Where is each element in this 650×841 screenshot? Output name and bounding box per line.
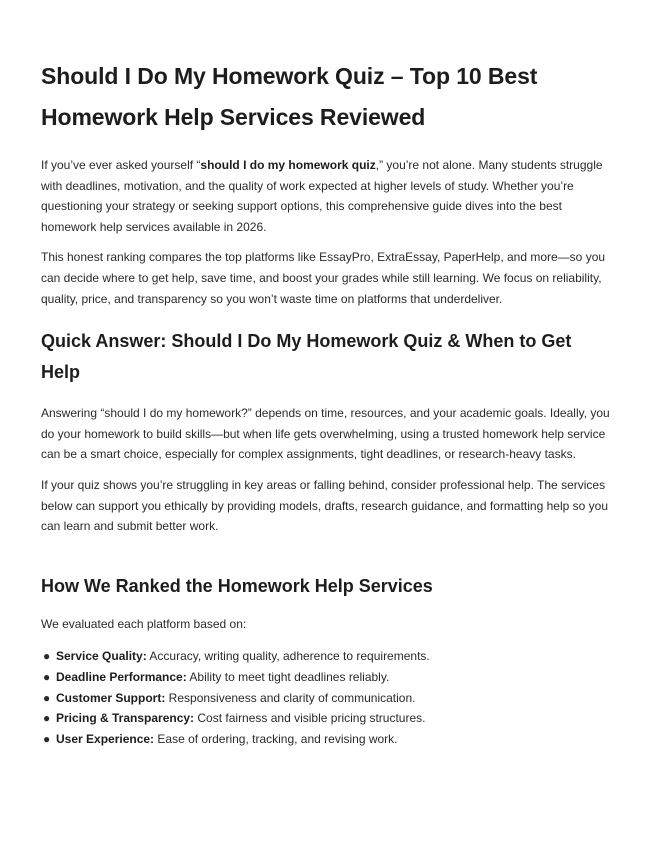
criteria-label: Customer Support: bbox=[56, 690, 166, 705]
section-heading-quick-answer-line-1: Quick Answer: Should I Do My Homework Quiz & When to Get bbox=[41, 331, 572, 352]
intro-text-after: ,” you’re not alone. Many students struggle with deadlines, motivation, and the quality of work expected at higher levels of study. Whether you’re questioning your strategy or seeking support options, this comprehensive guide dives into the best homework help services available in 2026. bbox=[41, 158, 603, 234]
ranking-intro: We evaluated each platform based on: bbox=[41, 616, 247, 631]
page-title-line-2: Homework Help Services Reviewed bbox=[41, 104, 426, 130]
list-item bbox=[43, 708, 614, 729]
bullet-icon: ● bbox=[43, 731, 51, 746]
bullet-icon: ● bbox=[43, 669, 51, 684]
quick-answer-paragraph-2: If your quiz shows you’re struggling in key areas or falling behind, consider professional help. The services below can support you ethically by providing models, drafts, research guidance, and formatting help so you can learn and submit better work. bbox=[41, 477, 608, 534]
bullet-icon: ● bbox=[43, 690, 51, 705]
list-item bbox=[43, 646, 614, 667]
page-title-line-1: Should I Do My Homework Quiz – Top 10 Best bbox=[41, 63, 538, 89]
section-heading-quick-answer-line-2: Help bbox=[41, 362, 81, 383]
bullet-icon: ● bbox=[43, 711, 51, 726]
intro-paragraph-1 bbox=[41, 155, 614, 237]
criteria-text: Responsiveness and clarity of communication. bbox=[165, 690, 416, 705]
section-heading-ranking: How We Ranked the Homework Help Services bbox=[41, 575, 433, 596]
list-item bbox=[43, 667, 614, 688]
criteria-label: Service Quality: bbox=[56, 649, 147, 664]
criteria-text: Accuracy, writing quality, adherence to requirements. bbox=[146, 649, 430, 664]
bullet-icon: ● bbox=[43, 649, 51, 664]
quick-answer-paragraph-1: Answering “should I do my homework?” depends on time, resources, and your academic goals. Ideally, you do your homework to build skills—but when life gets overwhelming, using a trusted homework help service can be a smart choice, especially for complex assignments, tight deadlines, or research-heavy tasks. bbox=[41, 406, 610, 462]
section-heading-quick-answer bbox=[41, 326, 614, 388]
criteria-label: Pricing & Transparency: bbox=[56, 711, 195, 726]
list-item bbox=[43, 729, 614, 750]
criteria-label: Deadline Performance: bbox=[56, 669, 187, 684]
criteria-text: Ability to meet tight deadlines reliably. bbox=[186, 669, 390, 684]
intro-paragraph-2: This honest ranking compares the top platforms like EssayPro, ExtraEssay, PaperHelp, and more—so you can decide where to get help, save time, and boost your grades while still learning. We focus on reliability, quality, price, and transparency so you won’t waste time on platforms that underdeliver. bbox=[41, 250, 606, 306]
intro-text-before: If you’ve ever asked yourself “ bbox=[41, 158, 201, 172]
criteria-label: User Experience: bbox=[56, 731, 155, 746]
criteria-text: Ease of ordering, tracking, and revising work. bbox=[154, 731, 398, 746]
page-title bbox=[41, 56, 614, 138]
criteria-text: Cost fairness and visible pricing structures. bbox=[194, 711, 426, 726]
list-item bbox=[43, 688, 614, 709]
criteria-list bbox=[41, 646, 614, 749]
intro-keyword: should I do my homework quiz bbox=[200, 158, 376, 172]
